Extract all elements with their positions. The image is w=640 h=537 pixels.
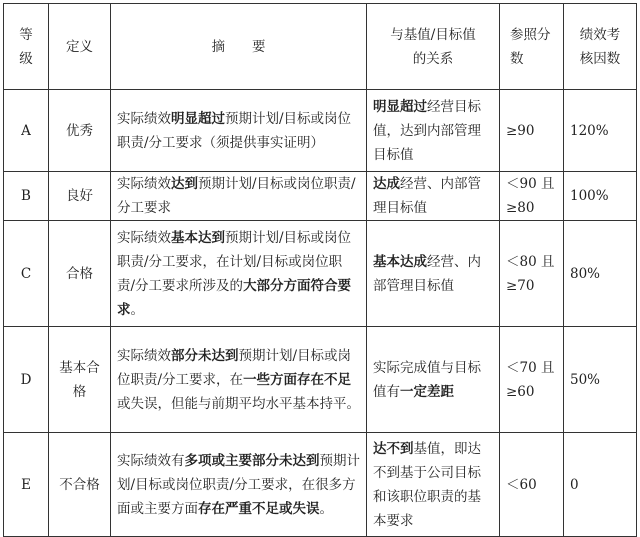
relation-cell bbox=[367, 327, 500, 433]
body-text: 预期计划/目标或岗位职责/分工要求，在 bbox=[117, 347, 352, 388]
definition-cell: 良好 bbox=[49, 172, 111, 221]
factor-cell: 80% bbox=[564, 221, 637, 327]
summary-cell bbox=[111, 90, 367, 172]
grade-cell: D bbox=[4, 327, 49, 433]
emphasis-text: 部分未达到 bbox=[171, 347, 239, 364]
table-row bbox=[4, 172, 637, 221]
body-text: 实际绩效 bbox=[117, 347, 171, 364]
body-text: 。 bbox=[130, 301, 144, 318]
body-text: 经营目标值，达到内部管理目标值 bbox=[373, 98, 481, 163]
body-text: 预期计划/目标或岗位职责/分工要求，在很多方面或主要方面 bbox=[117, 452, 360, 517]
score-cell: ＜70 且≥60 bbox=[500, 327, 564, 433]
header-factor: 绩效考核因数 bbox=[564, 4, 637, 90]
summary-cell bbox=[111, 433, 367, 537]
header-grade: 等级 bbox=[4, 4, 49, 90]
definition-cell: 合格 bbox=[49, 221, 111, 327]
definition-cell: 优秀 bbox=[49, 90, 111, 172]
header-relation: 与基值/目标值的关系 bbox=[367, 4, 500, 90]
header-row bbox=[4, 4, 637, 90]
grade-cell: A bbox=[4, 90, 49, 172]
header-score: 参照分数 bbox=[500, 4, 564, 90]
grade-cell: C bbox=[4, 221, 49, 327]
summary-cell bbox=[111, 172, 367, 221]
body-text: 实际绩效 bbox=[117, 110, 171, 127]
body-text: 实际绩效有 bbox=[117, 452, 185, 469]
relation-cell bbox=[367, 90, 500, 172]
emphasis-text: 一些方面存在不足 bbox=[243, 371, 352, 388]
score-cell: ＜80 且≥70 bbox=[500, 221, 564, 327]
emphasis-text: 大部分方面符合要求 bbox=[117, 277, 352, 318]
emphasis-text: 达成 bbox=[373, 176, 400, 192]
table-row bbox=[4, 221, 637, 327]
factor-cell: 0 bbox=[564, 433, 637, 537]
relation-cell bbox=[367, 221, 500, 327]
definition-cell: 不合格 bbox=[49, 433, 111, 537]
body-text: 预期计划/目标或岗位职责/分工要求（须提供事实证明） bbox=[117, 110, 352, 151]
factor-cell: 120% bbox=[564, 90, 637, 172]
emphasis-text: 基本达到 bbox=[171, 229, 225, 246]
grade-cell: E bbox=[4, 433, 49, 537]
body-text: 经营、内部管理目标值 bbox=[373, 176, 481, 216]
factor-cell: 50% bbox=[564, 327, 637, 433]
emphasis-text: 达到 bbox=[171, 176, 198, 192]
emphasis-text: 达不到 bbox=[373, 440, 414, 457]
body-text: 预期计划/目标或岗位职责/分工要求 bbox=[117, 176, 356, 216]
emphasis-text: 明显超过 bbox=[373, 98, 427, 115]
body-text: 。 bbox=[319, 500, 333, 517]
table-row bbox=[4, 433, 637, 537]
score-cell: ＜90 且≥80 bbox=[500, 172, 564, 221]
summary-cell bbox=[111, 327, 367, 433]
header-definition: 定义 bbox=[49, 4, 111, 90]
emphasis-text: 多项或主要部分未达到 bbox=[184, 452, 320, 469]
score-cell: ＜60 bbox=[500, 433, 564, 537]
body-text: 预期计划/目标或岗位职责/分工要求，在计划/目标或岗位职责/分工要求所涉及的 bbox=[117, 229, 352, 294]
table-row bbox=[4, 90, 637, 172]
summary-cell bbox=[111, 221, 367, 327]
header-summary: 摘 要 bbox=[111, 4, 367, 90]
body-text: 或失误，但能与前期平均水平基本持平。 bbox=[117, 395, 360, 412]
factor-cell: 100% bbox=[564, 172, 637, 221]
body-text: 实际绩效 bbox=[117, 176, 171, 192]
body-text: 经营、内部管理目标值 bbox=[373, 253, 481, 294]
relation-cell bbox=[367, 433, 500, 537]
emphasis-text: 基本达成 bbox=[373, 253, 427, 270]
definition-cell: 基本合格 bbox=[49, 327, 111, 433]
table-row bbox=[4, 327, 637, 433]
emphasis-text: 存在严重不足或失误 bbox=[198, 500, 320, 517]
emphasis-text: 明显超过 bbox=[171, 110, 225, 127]
emphasis-text: 一定差距 bbox=[400, 383, 454, 400]
body-text: 实际完成值与目标值有 bbox=[373, 359, 481, 400]
body-text: 实际绩效 bbox=[117, 229, 171, 246]
grade-cell: B bbox=[4, 172, 49, 221]
relation-cell bbox=[367, 172, 500, 221]
performance-grade-table bbox=[3, 3, 637, 537]
score-cell: ≥90 bbox=[500, 90, 564, 172]
body-text: 基值，即达不到基于公司目标和该职位职责的基本要求 bbox=[373, 440, 481, 529]
